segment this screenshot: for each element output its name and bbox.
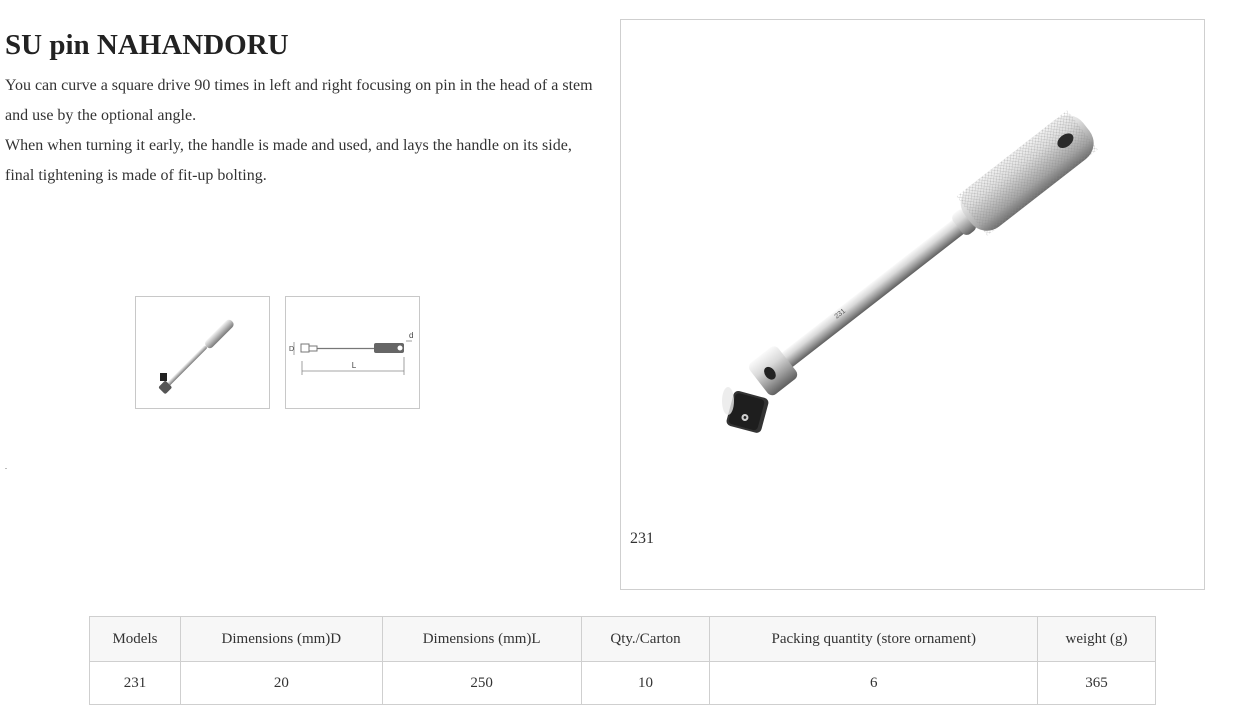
tool-engraving: 231 — [833, 307, 848, 321]
table-cell-qty-carton: 10 — [581, 662, 710, 705]
page-title: SU pin NAHANDORU — [5, 29, 289, 61]
table-cell-dimension-l: 250 — [382, 662, 581, 705]
description-paragraph-2: When when turning it early, the handle is made and used, and lays the handle on its side, final tightening is made of fit-up bolting. — [5, 137, 572, 184]
table-cell-weight: 365 — [1038, 662, 1156, 705]
table-header-row — [90, 617, 1156, 662]
main-product-image — [620, 19, 1205, 590]
column-header-dimension-l: Dimensions (mm)L — [382, 617, 581, 662]
table-cell-dimension-d: 20 — [180, 662, 382, 705]
column-header-weight: weight (g) — [1038, 617, 1156, 662]
dimension-D-label: D — [289, 346, 295, 353]
column-header-dimension-d: Dimensions (mm)D — [180, 617, 382, 662]
specification-table — [89, 616, 1156, 705]
thumbnail-photo[interactable] — [135, 296, 270, 409]
table-cell-model: 231 — [90, 662, 181, 705]
column-header-packing-quantity: Packing quantity (store ornament) — [710, 617, 1038, 662]
dimension-drawing-icon — [286, 297, 419, 408]
table-cell-packing-quantity: 6 — [710, 662, 1038, 705]
dimension-d-label: d — [409, 331, 414, 340]
column-header-qty-carton: Qty./Carton — [581, 617, 710, 662]
product-description — [5, 71, 605, 191]
socket-handle-photo-icon — [621, 20, 1204, 589]
column-header-models: Models — [90, 617, 181, 662]
description-paragraph-1: You can curve a square drive 90 times in left and right focusing on pin in the head of a stem and use by the optional angle. — [5, 77, 593, 124]
socket-handle-thumbnail-icon — [136, 297, 269, 408]
dimension-L-label: L — [351, 361, 357, 370]
thumbnail-dimension-drawing[interactable] — [285, 296, 420, 409]
table-row — [90, 662, 1156, 705]
main-image-caption: 231 — [630, 530, 654, 547]
stray-dot — [5, 468, 7, 469]
